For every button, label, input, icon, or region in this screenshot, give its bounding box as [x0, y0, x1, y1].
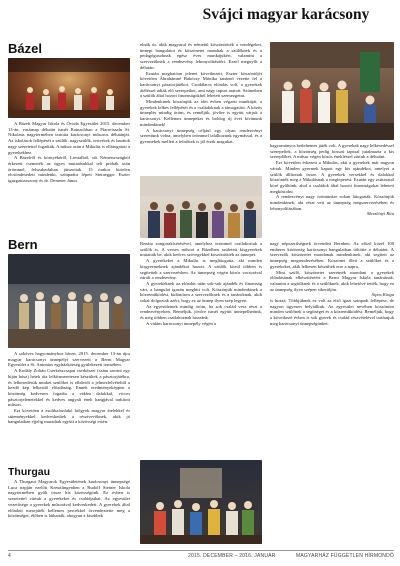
- bern-photo: [8, 254, 130, 348]
- thurgau-heading: Thurgau: [8, 466, 50, 478]
- bazel-photo: [8, 58, 130, 118]
- column-3-top: hagyományos betlehemes játék volt. A gyerekek nagy lelkesedéssel szerepeltek, a közönség pedig hosszú tapssal jutalmazta a kis szereplőket. A műsor végén közös énekléssel zártuk a délutánt. Ezt követően érkezett a Mikulás, akit a gyerekek már nagyon vártak. Minden gyermek kapott egy kis ajándékot, amelyet a szülők állítottak össze. A gyerekek versekkel és dalokkal köszönték meg a Mikulásnak a meglepetést. Ezután egy zsúrasztal köré gyűltünk, ahol a családok által hozott finomságokat lehetett megkóstolni. A rendezvényt nagy örömünkre sokan látogatták. Köszönjük mindenkinek, aki részt vett az ünnepség megszervezésében és lebonyolításában. Meszlényi Rita: [270, 143, 394, 217]
- article-signature: Sipos Kinga: [371, 292, 394, 298]
- thurgau-article: A Thurgaui Magyarok Egyesületének karácsonyi ünnepsége Luca napján ezelőtt Kreuzlingenben a Rudolf Steiner Iskola nagytermében gyűlt össze kis közösségünk. Ez évben is szeretettel vártuk a gyerekeket és családjaikat. Az egyesület vezetősége a gyerekek műsorával kedveskedett. A gyerekek által előadott mesejáték kellemes percekkel örvendeztette meg a közönséget, élőben is láthatták, ahogyan a kisebbek: [8, 479, 130, 519]
- bern-heading: Bern: [8, 237, 38, 252]
- page-number: 4: [8, 553, 11, 559]
- bern-article: A sokéves hagyományhoz híven, 2015. december 13-án újra magyar karácsonyi ünnepélyt szervezett a Berni Magyar Egyesület a St. Antonius egyházközség gyülekezeti termében. A Kodály Zoltán Cserkészcsapat cserkészei (szám szerint egy híján húsz) hetek óta lelkiismeretesen készültek a pásztorjátékra, és lelkesedésük minket szülőket is elbűvölt a jelmezfelvételtől a kezdő kép lelkesítő előadásáig. Ennek eredményeképpen a közönség kedvesen fogadta a vidám dalokkal, vicces pásztorjelenetekkel és kedves angyali ének hangjával tarkított műsort. Ezt követően a zsolikafonlakó hölgyek magyar ételekkel és süteményekkel kedveskedtek a résztvevőknek, akik jó hangulatban éjjelig maradtak együtt a közösségi estén.: [8, 351, 130, 425]
- column-3-bottom: nagy népszerűségnek örvendett Bernben. Az előző közel 100 emberes közönség karácsonyi hangulatban töltötte a délutánt. A szervezők köszönetet mondanak mindenkinek, aki segített az ünnepség megrendezésében. Köszönet illeti a szülőket és a gyerekeket, akik lelkesen készültek erre a napra. Mint szülő, köszönetet szeretnék mondani a gyerekek előadásának elkészítéséért a Berni Magyar Iskola tanárainak, valamint a segítőknek és a szülőknek, akik lehetővé tették, hogy ez az ünnepség ilyen szépen sikerüljön. Sipos Kinga is hozzá. Többjüknek ez volt az első igazi színpadi fellépése, de nagyon ügyesen helytálltak. Az egyesület nevében köszönöm minden szülőnek a segítséget és a közreműködést. Reméljük, hogy a következő évben is sok gyerek és család részvételével tarthatjuk meg karácsonyi ünnepségünket.: [270, 241, 394, 326]
- issue-date: 2015. DECEMBER – 2016. JANUÁR: [188, 553, 276, 559]
- bazel-stage-photo: [270, 42, 394, 140]
- publication-name: MAGYARHÁZ FÜGGETLEN HÍRMONDÓ: [295, 553, 394, 559]
- bazel-heading: Bázel: [8, 41, 42, 56]
- thurgau-photo: [140, 460, 262, 544]
- page-title: Svájci magyar karácsony: [202, 6, 370, 23]
- article-signature: Meszlényi Rita: [366, 211, 394, 217]
- column-2-top: elnök úr, akik magyarul és németül köszöntötték a vendégeket, ünnepi hangulatot és köszönetet mondtak a szülőknek és a pedagógusoknak egész éves munkájukért, valamint a szervezőknek a rendezvény lebonyolításáért. Ezzel megnyílt a délután. Ezután meghatóan jelenet következett, Eszter köszöntőjét követően Ábrahámné Bakóczy Mónika tanárnő vezette fel a karácsonyi pásztorjátékot. Csodálatos előadás volt, a gyerekek átéléssel adták elő szerepeiket, ami nagy tapsot aratott. Szünetben a szülők által hozott finomságokból lehetett szemezgetni. Mindenkinek köszönjük az idei évben végzett munkáját, a gyerekek lelkes fellépését és a családoknak a támogatást. A közös ünneplés mindig öröm, és reméljük, jövőre is együtt várjuk a karácsonyt. Kellemes ünnepeket és boldog új évet kívánunk mindenkinek! A karácsonyi ünnepség céljául egy olyan rendezvényt szerettünk volna, amelyben örömmel találkozunk egymással, és a gyermekek mellett a felnőttek is jól érzik magukat.: [140, 42, 262, 144]
- column-2-bottom: Renáta zongorakísérésével, amelyhez örömmel csatlakoztak a szülők is. A verses műsort a Bázelben született kisgyerekek mutatták be, akik kedves szövegekkel köszöntötték az ünnepet. A gyerekeket a Mikulás is meglátogatta, aki minden kisgyermeknek ajándékot hozott. A szülők közül többen is segítettek a szervezésben. Az ünnepség végén közös vacsorával zárult a rendezvény. A gyerekeknek az előadás után sok-sok ajándék és finomság várt, a hangulat igazán meghitt volt. Köszönjük mindenkinek a közreműködést, különösen a szervezőknek és a tanároknak, akik sokat dolgoztak azért, hogy ez az ünnep ilyen szép legyen. Az egyesületnek mindig öröm, ha sok család vesz részt a rendezvényeken. Reméljük, jövőre ismét együtt ünnepelhetünk, és még többen csatlakoznak hozzánk. A vidám karácsonyi ünnepély végén a: [140, 241, 262, 326]
- bazel-audience-photo: [140, 176, 262, 238]
- bazel-article: A Bázeli Magyar Iskola és Óvoda Egyesület 2015. december 13-án, vasárnap délután ismét Rainachban a Pfarreisaaln St. Nikolaus nagytermében tartotta karácsonyi műsoros délutánját. Az iskolások fellépését a szülők, nagyszülők, testvérek és barátok nagy szeretettel fogadták. A műsor után a Mikulás is ellátogatott a gyerekekhez. A Bázelről és környékéről, Liestalból, sőt Németországból érkezett csemeték az ügyes mutatásukkal telt próbák után örömmel, felszabadultan játszottak. 15 órakor hirtelen elcsöndesedett mindenki, színpadra lépett Steinegger Eszter igazgatóasszony és dr. Demeter János: [8, 121, 130, 184]
- page-footer: [8, 550, 394, 561]
